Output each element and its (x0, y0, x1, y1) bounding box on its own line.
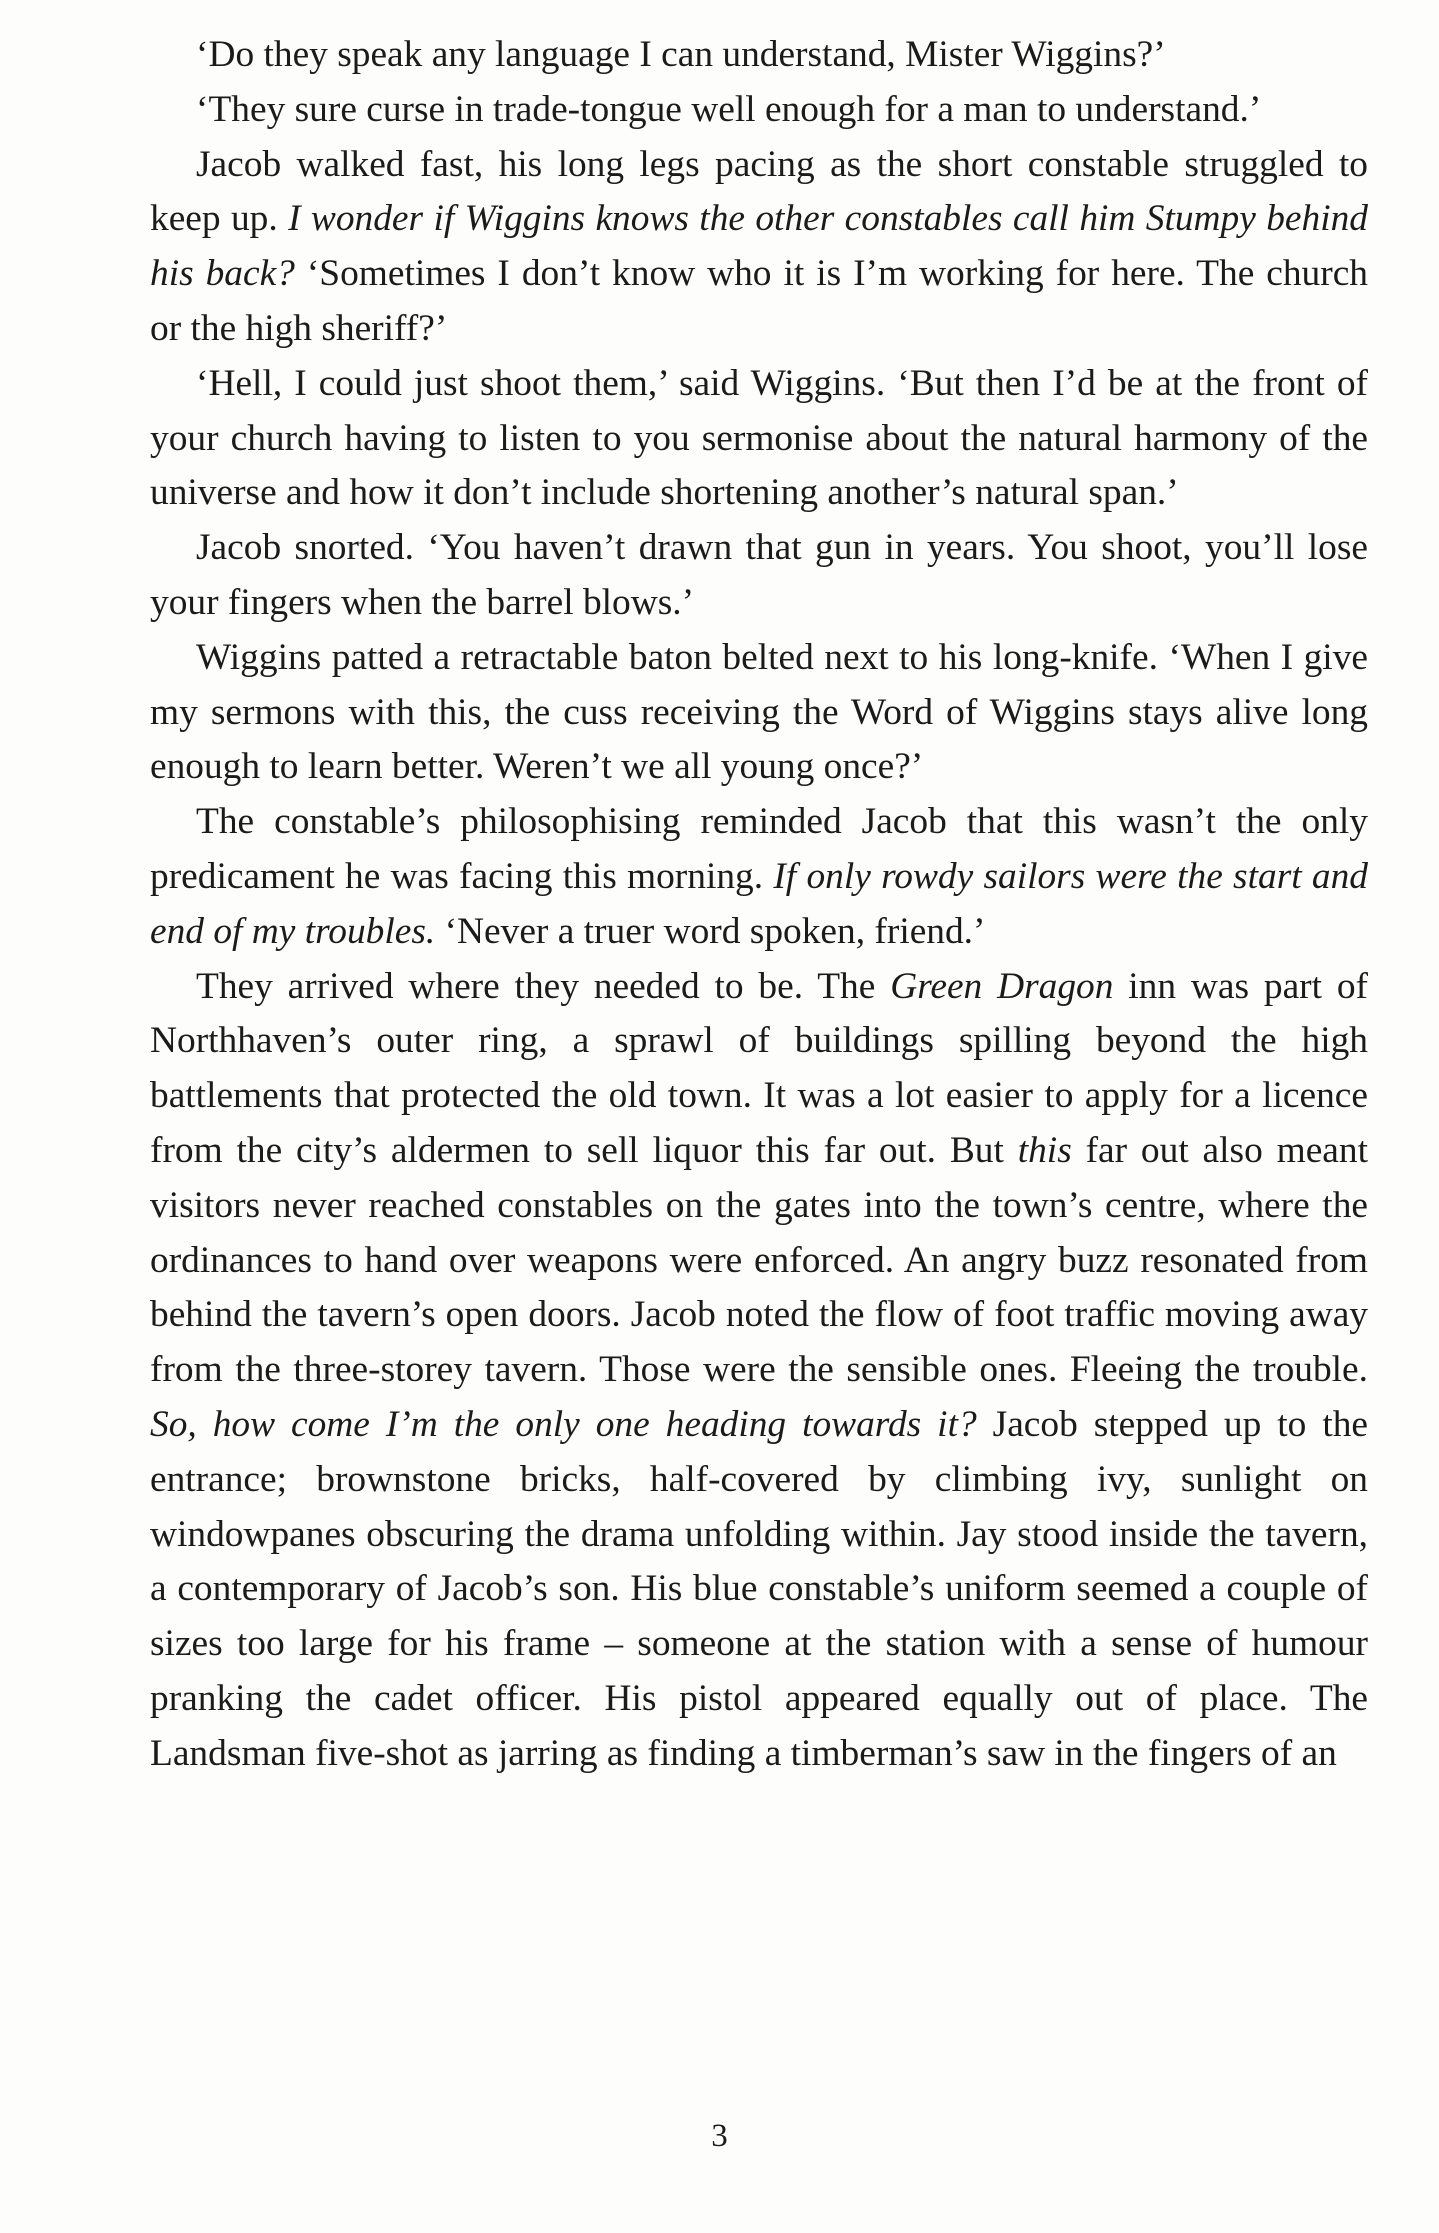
paragraph (150, 521, 1368, 631)
paragraph (150, 138, 1368, 357)
italic-thought: If only rowdy sailors were the start and end of my troubles. (150, 855, 1368, 952)
text-run: Jacob snorted. ‘You haven’t drawn that gun in years. You shoot, you’ll lose your fingers when the barrel blows.’ (150, 527, 1368, 623)
italic-thought: I wonder if Wiggins knows the other constables call him Stumpy behind his back? (150, 198, 1368, 295)
page-number: 3 (711, 2118, 728, 2154)
text-run: The constable’s philosophising reminded Jacob that this wasn’t the only predicament he was facing this morning. (150, 801, 1368, 897)
text-run: ‘Never a truer word spoken, friend.’ (435, 910, 986, 952)
italic-thought: So, how come I’m the only one heading towards it? (150, 1403, 977, 1445)
text-run: inn was part of Northhaven’s outer ring, a sprawl of buildings spilling beyond the high battlements that protected the old town. It was a lot easier to apply for a licence from the city’s aldermen to sell liquor this far out. But (150, 965, 1369, 1171)
paragraph (150, 28, 1368, 83)
paragraph (150, 83, 1368, 138)
paragraph (150, 357, 1368, 521)
text-run: Wiggins patted a retractable baton belted next to his long-knife. ‘When I give my sermons with this, the cuss receiving the Word of Wiggins stays alive long enough to learn better. Weren’t we all young once?’ (150, 636, 1368, 788)
italic-emphasis: this (1017, 1129, 1072, 1171)
italic-title: Green Dragon (890, 965, 1114, 1007)
paragraph (150, 795, 1368, 959)
text-run: ‘Sometimes I don’t know who it is I’m working for here. The church or the high sheriff?’ (150, 253, 1368, 349)
paragraph (150, 631, 1368, 795)
page-body (150, 28, 1368, 1782)
text-run: They arrived where they needed to be. The (196, 965, 891, 1007)
paragraph (150, 960, 1368, 1782)
text-run: ‘They sure curse in trade-tongue well enough for a man to understand.’ (196, 88, 1262, 130)
text-run: Jacob walked fast, his long legs pacing as the short constable struggled to keep up. (150, 143, 1368, 240)
text-run: far out also meant visitors never reached constables on the gates into the town’s centre, where the ordinances to hand over weapons were enforced. An angry buzz resonated from behind the tavern’s open doors. Jacob noted the flow of foot traffic moving away from the three-storey tavern. Those were the sensible ones. Fleeing the trouble. (150, 1129, 1368, 1391)
text-run: ‘Hell, I could just shoot them,’ said Wiggins. ‘But then I’d be at the front of your church having to listen to you sermonise about the natural harmony of the universe and how it don’t include shortening another’s natural span.’ (150, 362, 1368, 514)
text-run: Jacob stepped up to the entrance; brownstone bricks, half-covered by climbing ivy, sunlight on windowpanes obscuring the drama unfolding within. Jay stood inside the tavern, a contemporary of Jacob’s son. His blue constable’s uniform seemed a couple of sizes too large for his frame – someone at the station with a sense of humour pranking the cadet officer. His pistol appeared equally out of place. The Landsman five-shot as jarring as finding a timberman’s saw in the fingers of an (150, 1403, 1369, 1774)
text-run: ‘Do they speak any language I can understand, Mister Wiggins?’ (196, 34, 1166, 75)
